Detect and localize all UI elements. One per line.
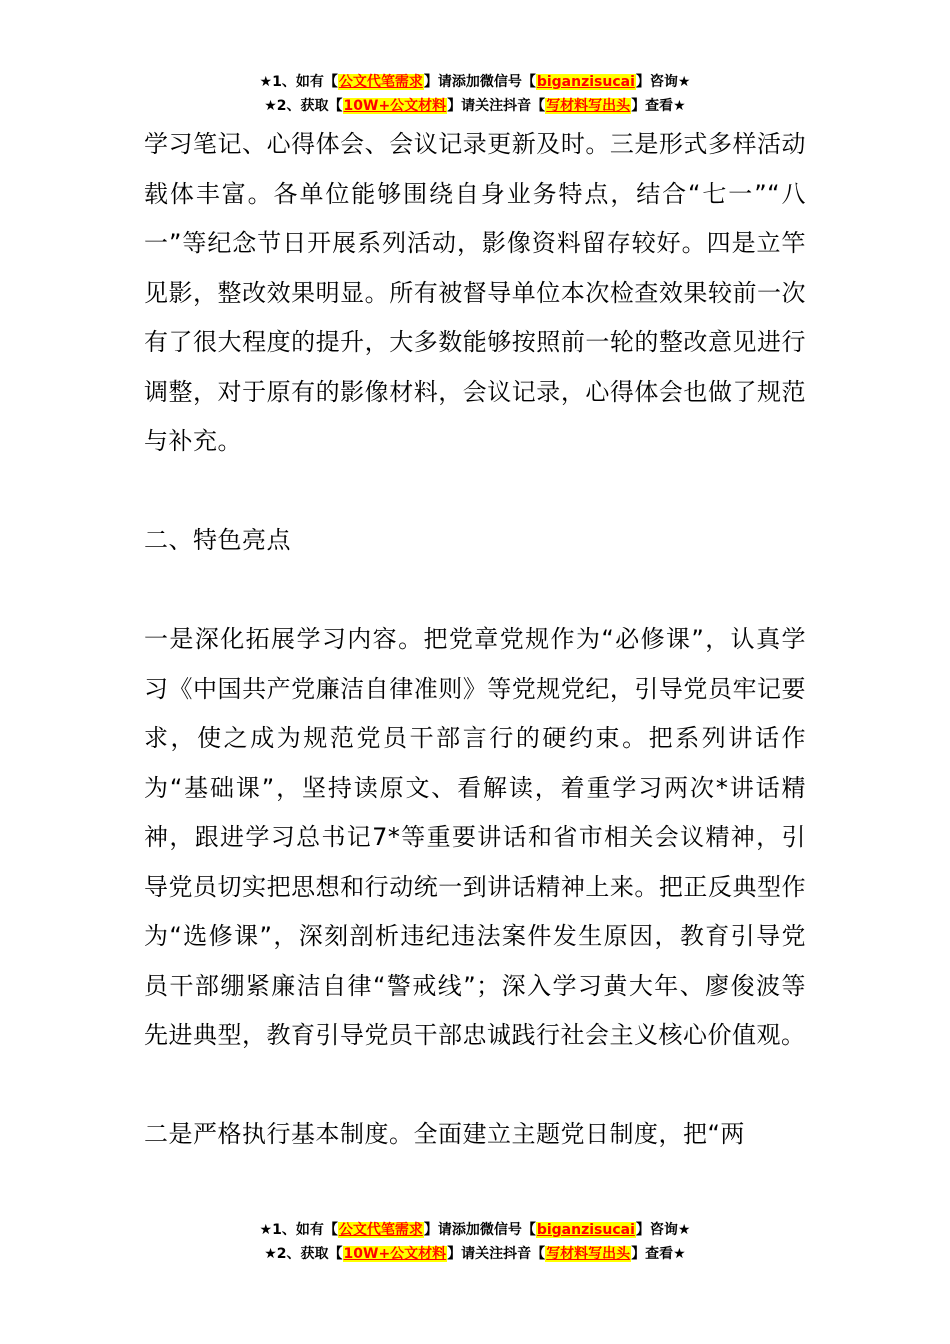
banner-text: ★1、如有【 [259,74,338,90]
paragraph-spacer [144,566,806,616]
banner-text: ★1、如有【 [259,1222,338,1238]
paragraph-spacer [144,1061,806,1111]
banner-text: 】请添加微信号【 [423,1222,536,1238]
banner-highlight: 写材料写出头 [546,98,631,114]
banner-highlight: 公文代笔需求 [338,1222,423,1238]
banner-highlight: 写材料写出头 [546,1246,631,1262]
banner-highlight: 10W+公文材料 [343,98,447,114]
banner-highlight: 10W+公文材料 [343,1246,447,1262]
banner-line-2 [0,1242,950,1266]
banner-text: 】查看★ [631,1246,686,1262]
banner-text: 】咨询★ [635,1222,691,1238]
header-banner [0,70,950,118]
banner-text: ★2、获取【 [264,1246,343,1262]
paragraph: 一是深化拓展学习内容。把党章党规作为“必修课”，认真学习《中国共产党廉洁自律准则》等党规党纪，引导党员牢记要求，使之成为规范党员干部言行的硬约束。把系列讲话作为“基础课”，坚持读原文、看解读，着重学习两次*讲话精神，跟进学习总书记7*等重要讲话和省市相关会议精神，引导党员切实把思想和行动统一到讲话精神上来。把正反典型作为“选修课”，深刻剖析违纪违法案件发生原因，教育引导党员干部绷紧廉洁自律“警戒线”；深入学习黄大年、廖俊波等先进典型，教育引导党员干部忠诚践行社会主义核心价值观。 [144,625,806,1049]
banner-highlight: biganzisucai [536,74,635,90]
section-heading: 二、特色亮点 [144,526,291,554]
banner-text: 】咨询★ [635,74,691,90]
banner-line-2 [0,94,950,118]
banner-text: 】请关注抖音【 [447,1246,546,1262]
banner-text: 】请添加微信号【 [423,74,536,90]
paragraph: 二是严格执行基本制度。全面建立主题党日制度，把“两 [144,1120,745,1148]
banner-line-1 [0,1218,950,1242]
paragraph-spacer [144,467,806,517]
banner-text: 】请关注抖音【 [447,98,546,114]
banner-highlight: 公文代笔需求 [338,74,423,90]
banner-text: 】查看★ [631,98,686,114]
paragraph: 学习笔记、心得体会、会议记录更新及时。三是形式多样活动载体丰富。各单位能够围绕自身业务特点，结合“七一”“八一”等纪念节日开展系列活动，影像资料留存较好。四是立竿见影，整改效果明显。所有被督导单位本次检查效果较前一次有了很大程度的提升，大多数能够按照前一轮的整改意见进行调整，对于原有的影像材料，会议记录，心得体会也做了规范与补充。 [144,130,806,455]
banner-highlight: biganzisucai [536,1222,635,1238]
banner-line-1 [0,70,950,94]
footer-banner [0,1218,950,1266]
document-body [144,120,806,1160]
banner-text: ★2、获取【 [264,98,343,114]
